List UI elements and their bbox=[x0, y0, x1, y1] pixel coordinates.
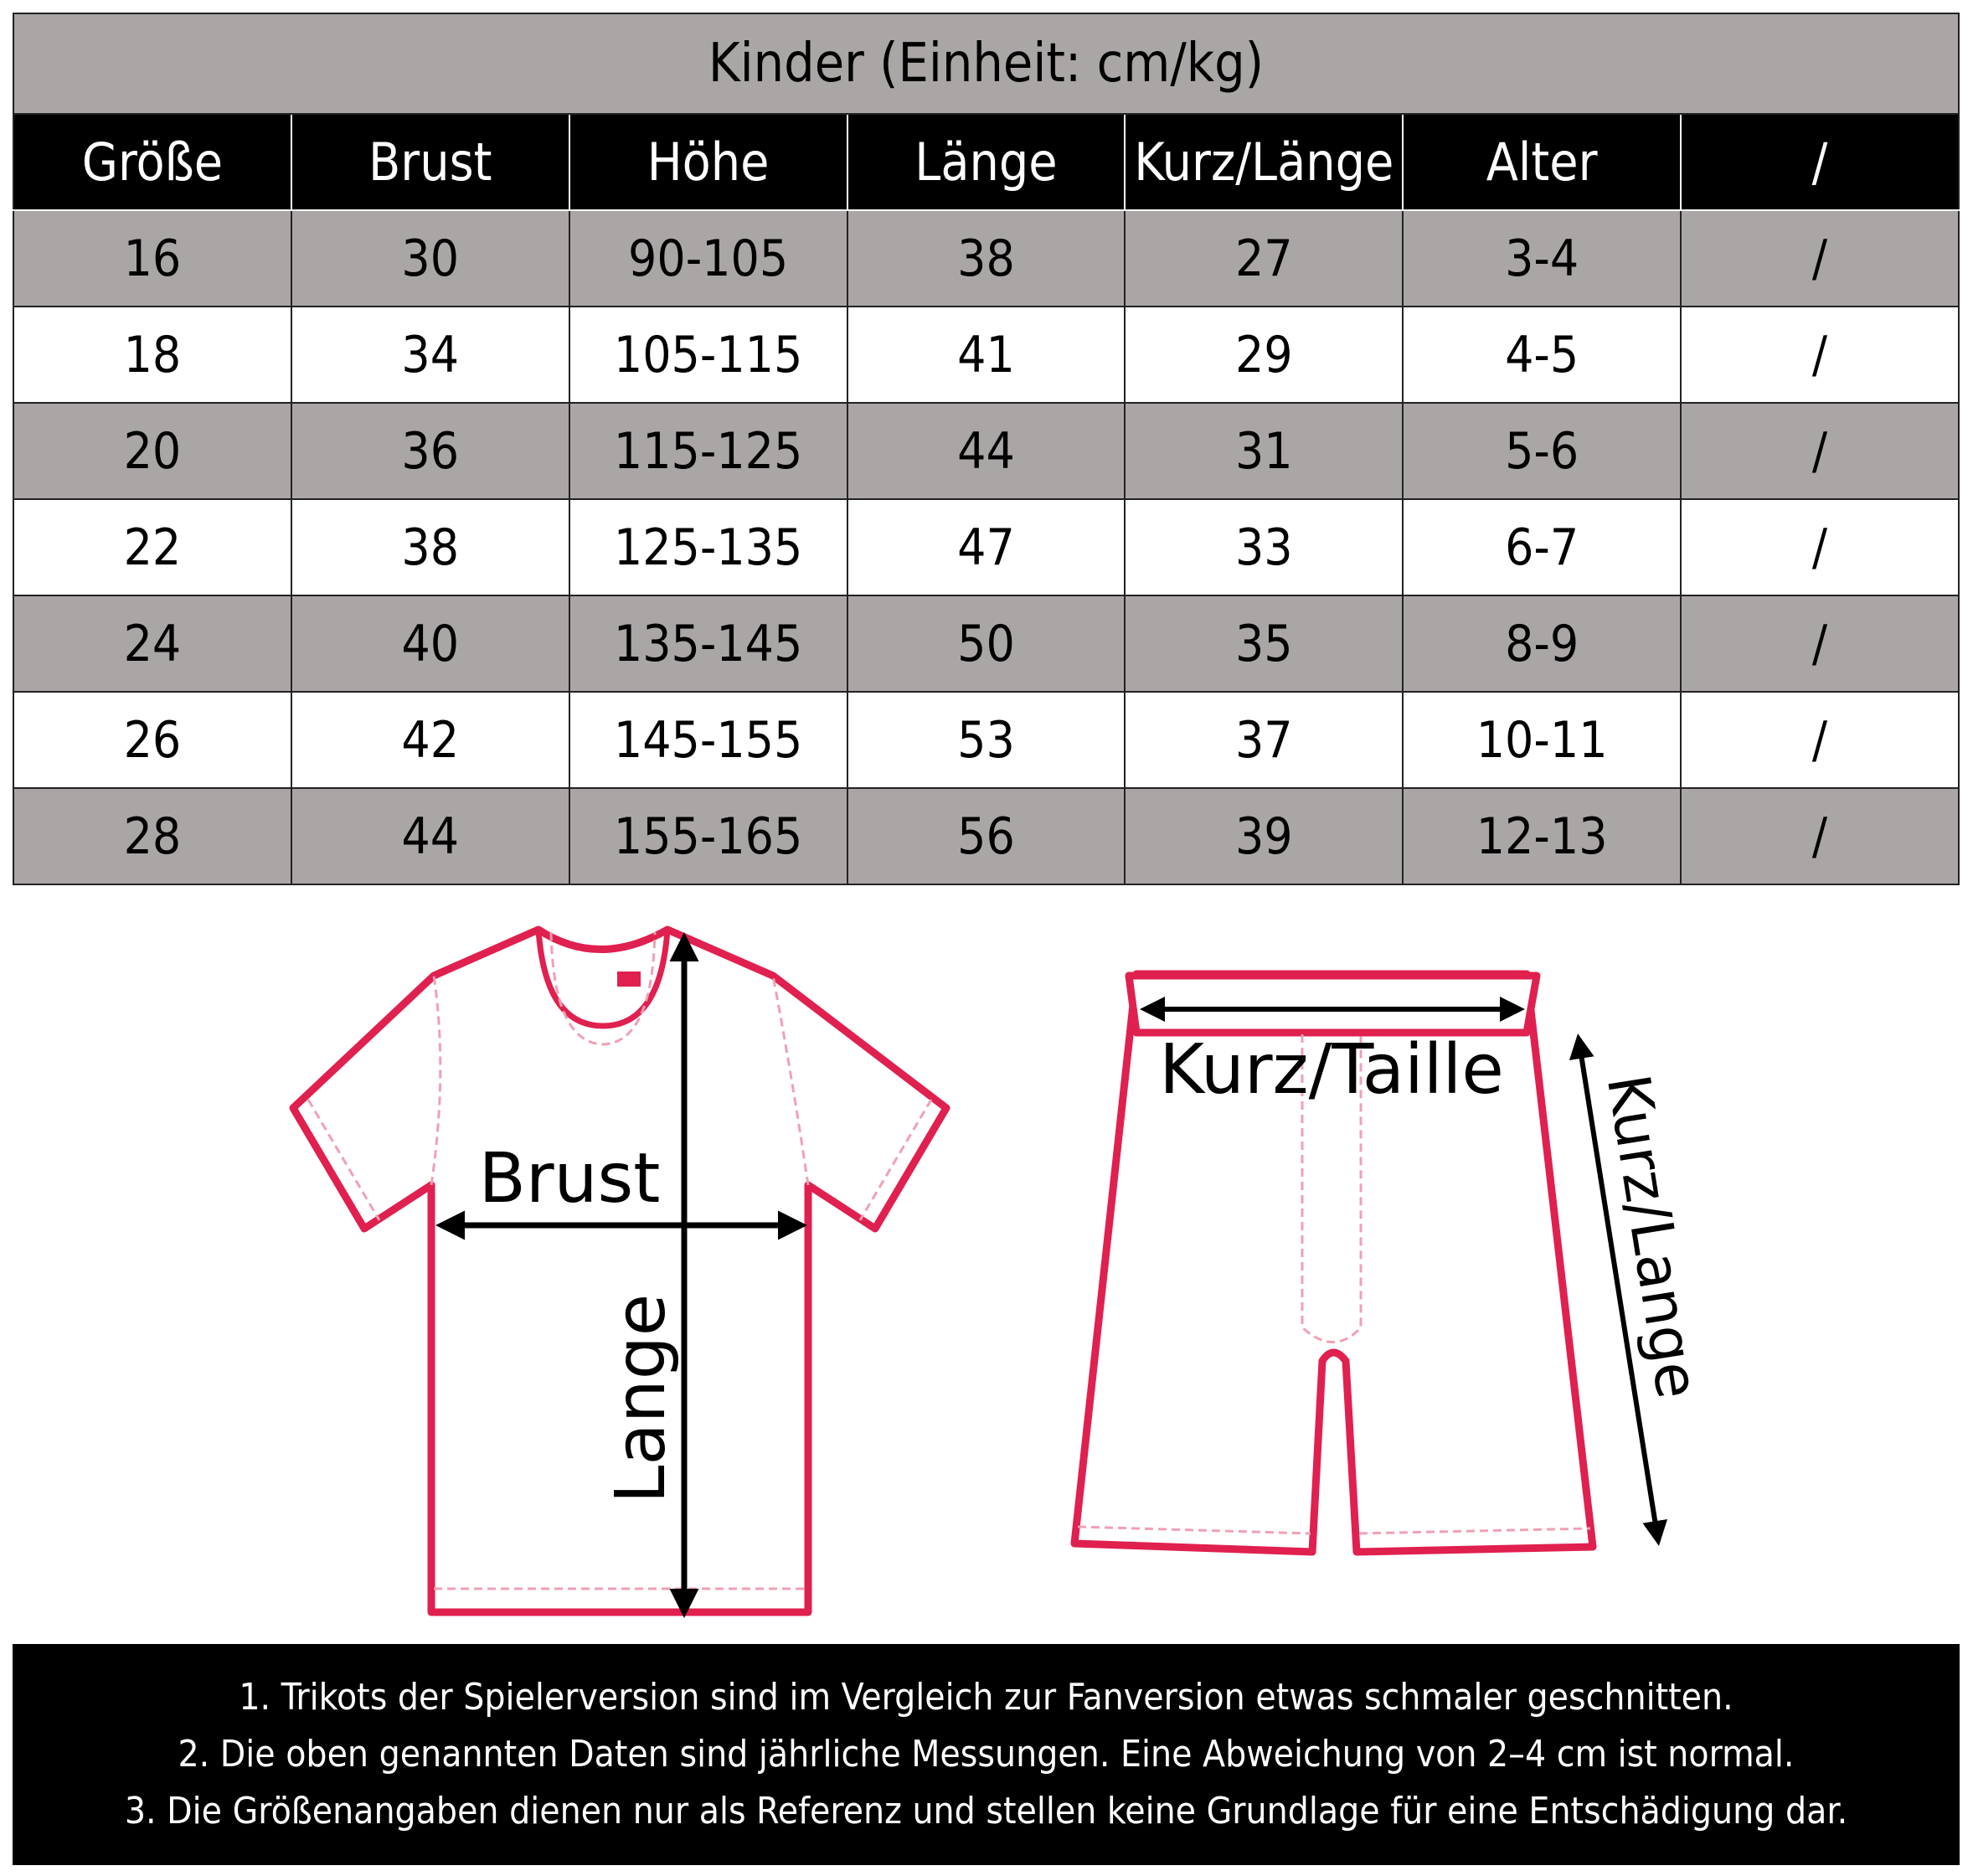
table-cell: 47 bbox=[847, 499, 1126, 595]
table-cell: 38 bbox=[291, 499, 569, 595]
size-table bbox=[13, 13, 1960, 885]
table-cell: 29 bbox=[1125, 307, 1403, 403]
column-header: Höhe bbox=[569, 114, 847, 210]
tshirt-outline bbox=[293, 930, 946, 1612]
table-cell: / bbox=[1681, 499, 1959, 595]
table-cell: 30 bbox=[291, 210, 569, 307]
table-title-row bbox=[13, 13, 1959, 114]
table-cell: 27 bbox=[1125, 210, 1403, 307]
table-cell: 40 bbox=[291, 595, 569, 692]
shorts-waistband bbox=[1129, 976, 1537, 1033]
table-cell: / bbox=[1681, 595, 1959, 692]
table-row bbox=[13, 788, 1959, 884]
table-cell: 6-7 bbox=[1403, 499, 1681, 595]
column-header: Größe bbox=[13, 114, 291, 210]
table-cell: 10-11 bbox=[1403, 692, 1681, 788]
table-cell: 42 bbox=[291, 692, 569, 788]
table-cell: 125-135 bbox=[569, 499, 847, 595]
table-row bbox=[13, 595, 1959, 692]
column-header: Länge bbox=[847, 114, 1126, 210]
table-cell: 44 bbox=[291, 788, 569, 884]
table-cell: 39 bbox=[1125, 788, 1403, 884]
table-cell: 36 bbox=[291, 403, 569, 499]
table-cell: 37 bbox=[1125, 692, 1403, 788]
table-title: Kinder (Einheit: cm/kg) bbox=[13, 13, 1959, 114]
table-cell: 90-105 bbox=[569, 210, 847, 307]
note-line: 3. Die Größenangaben dienen nur als Referenz und stellen keine Grundlage für eine Entschädigung dar. bbox=[124, 1790, 1848, 1832]
table-row bbox=[13, 692, 1959, 788]
table-cell: 53 bbox=[847, 692, 1126, 788]
table-cell: / bbox=[1681, 692, 1959, 788]
table-cell: 145-155 bbox=[569, 692, 847, 788]
column-header: Alter bbox=[1403, 114, 1681, 210]
shorts-length-label: Kurz/Lange bbox=[1593, 1069, 1713, 1404]
table-cell: 31 bbox=[1125, 403, 1403, 499]
table-cell: 38 bbox=[847, 210, 1126, 307]
table-row bbox=[13, 307, 1959, 403]
table-cell: 50 bbox=[847, 595, 1126, 692]
shorts-illustration bbox=[1074, 974, 1713, 1552]
measurement-diagram bbox=[13, 892, 1960, 1642]
table-cell: / bbox=[1681, 788, 1959, 884]
table-cell: 115-125 bbox=[569, 403, 847, 499]
tshirt-illustration bbox=[293, 930, 946, 1612]
table-cell: 28 bbox=[13, 788, 291, 884]
table-cell: 41 bbox=[847, 307, 1126, 403]
table-cell: 155-165 bbox=[569, 788, 847, 884]
table-cell: 44 bbox=[847, 403, 1126, 499]
table-cell: 135-145 bbox=[569, 595, 847, 692]
table-cell: 20 bbox=[13, 403, 291, 499]
table-cell: / bbox=[1681, 307, 1959, 403]
table-cell: 26 bbox=[13, 692, 291, 788]
table-cell: 5-6 bbox=[1403, 403, 1681, 499]
note-line: 2. Die oben genannten Daten sind jährliche Messungen. Eine Abweichung von 2–4 cm ist normal. bbox=[178, 1733, 1795, 1776]
column-header: Kurz/Länge bbox=[1125, 114, 1403, 210]
table-row bbox=[13, 499, 1959, 595]
note-line: 1. Trikots der Spielerversion sind im Vergleich zur Fanversion etwas schmaler geschnitten. bbox=[239, 1676, 1733, 1719]
table-header-row bbox=[13, 114, 1959, 210]
table-cell: 35 bbox=[1125, 595, 1403, 692]
tshirt-label bbox=[617, 972, 641, 987]
table-cell: 34 bbox=[291, 307, 569, 403]
shirt-length-label: Lange bbox=[601, 1293, 681, 1504]
column-header: Brust bbox=[291, 114, 569, 210]
table-cell: 12-13 bbox=[1403, 788, 1681, 884]
table-cell: 24 bbox=[13, 595, 291, 692]
table-cell: / bbox=[1681, 210, 1959, 307]
table-cell: 4-5 bbox=[1403, 307, 1681, 403]
table-row bbox=[13, 403, 1959, 499]
column-header: / bbox=[1681, 114, 1959, 210]
table-cell: 3-4 bbox=[1403, 210, 1681, 307]
shorts-waist-label: Kurz/Taille bbox=[1159, 1030, 1504, 1110]
notes-panel bbox=[13, 1644, 1960, 1865]
shirt-chest-label: Brust bbox=[478, 1139, 661, 1219]
table-cell: 22 bbox=[13, 499, 291, 595]
table-cell: / bbox=[1681, 403, 1959, 499]
table-cell: 18 bbox=[13, 307, 291, 403]
table-cell: 105-115 bbox=[569, 307, 847, 403]
table-cell: 33 bbox=[1125, 499, 1403, 595]
table-row bbox=[13, 210, 1959, 307]
table-cell: 56 bbox=[847, 788, 1126, 884]
table-cell: 16 bbox=[13, 210, 291, 307]
table-cell: 8-9 bbox=[1403, 595, 1681, 692]
